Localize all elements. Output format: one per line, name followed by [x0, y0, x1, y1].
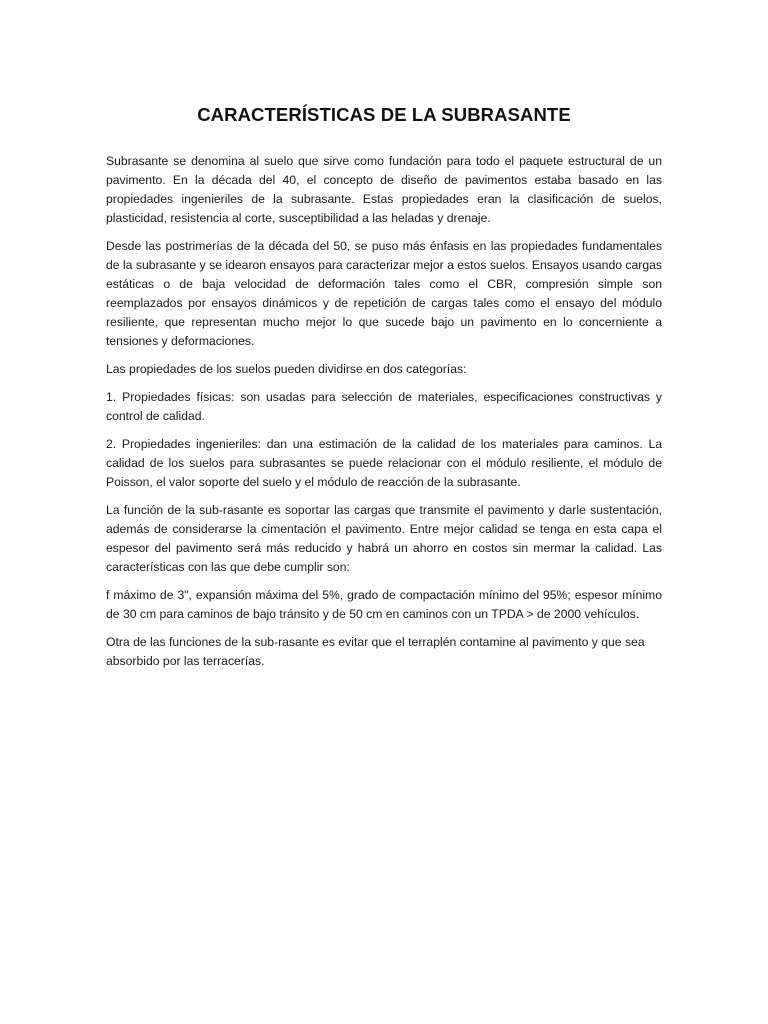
paragraph-other-functions: Otra de las funciones de la sub-rasante es evitar que el terraplén contamine al pavimento y que sea absorbido por las terracerías.	[106, 635, 645, 668]
paragraph-subrasante-function: La función de la sub-rasante es soportar las cargas que transmite el pavimento y darle sustentación, además de considerarse la cimentación el pavimento. Entre mejor calidad se tenga en esta capa el espesor del pavimento será más reducido y habrá un ahorro en costos sin mermar la calidad. Las características con las que debe cumplir son:	[106, 503, 662, 574]
document-title: CARACTERÍSTICAS DE LA SUBRASANTE	[197, 104, 571, 125]
paragraph-historical-development: Desde las postrimerías de la década del 50, se puso más énfasis en las propiedades fundamentales de la subrasante y se idearon ensayos para caracterizar mejor a estos suelos. Ensayos usando cargas estáticas o de baja velocidad de deformación tales como el CBR, compresión simple son reemplazados por ensayos dinámicos y de repetición de cargas tales como el ensayo del módulo resiliente, que representan mucho mejor lo que sucede bajo un pavimento en lo concerniente a tensiones y deformaciones.	[106, 239, 662, 348]
paragraph-physical-properties: 1. Propiedades físicas: son usadas para selección de materiales, especificaciones constructivas y control de calidad.	[106, 390, 662, 423]
paragraph-subrasante-definition: Subrasante se denomina al suelo que sirve como fundación para todo el paquete estructural de un pavimento. En la década del 40, el concepto de diseño de pavimentos estaba basado en las propiedades ingenieriles de la subrasante. Estas propiedades eran la clasificación de suelos, plasticidad, resistencia al corte, susceptibilidad a las heladas y drenaje.	[106, 154, 662, 225]
paragraph-requirements: f máximo de 3", expansión máxima del 5%, grado de compactación mínimo del 95%; espesor mínimo de 30 cm para caminos de bajo tránsito y de 50 cm en caminos con un TPDA > de 2000 vehículos.	[106, 588, 662, 621]
document-body	[106, 152, 662, 680]
paragraph-property-categories: Las propiedades de los suelos pueden dividirse en dos categorías:	[106, 362, 467, 376]
paragraph-engineering-properties: 2. Propiedades ingenieriles: dan una estimación de la calidad de los materiales para caminos. La calidad de los suelos para subrasantes se puede relacionar con el módulo resiliente, el módulo de Poisson, el valor soporte del suelo y el módulo de reacción de la subrasante.	[106, 437, 662, 489]
